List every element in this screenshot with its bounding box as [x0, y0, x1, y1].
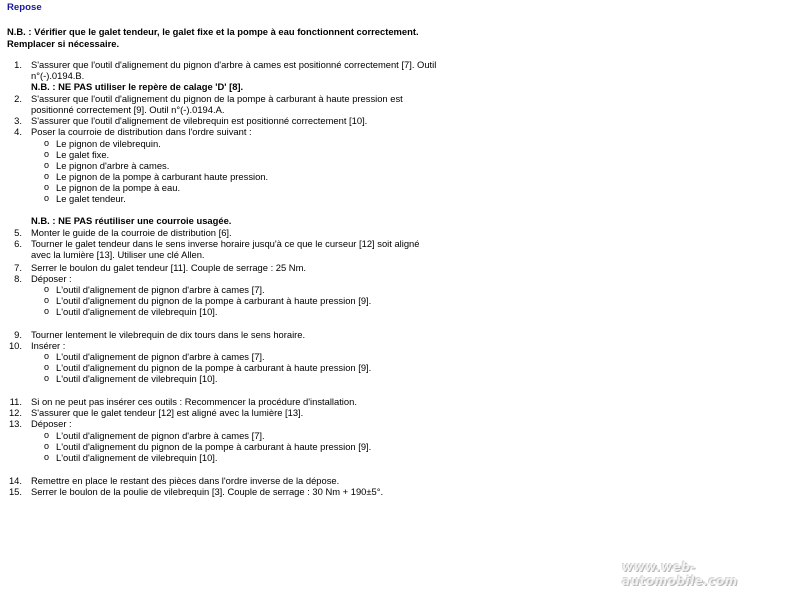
step-number: 13.: [8, 418, 22, 429]
step-number: 7.: [14, 262, 22, 273]
bullet-icon: o: [44, 362, 50, 372]
bullet-icon: o: [44, 193, 50, 203]
step-number: 9.: [14, 329, 22, 340]
step-number: 4.: [14, 126, 22, 137]
step-text: Remettre en place le restant des pièces dans l'ordre inverse de la dépose.: [31, 475, 340, 486]
step-text: S'assurer que l'outil d'alignement de vilebrequin est positionné correctement [10].: [31, 115, 368, 126]
step-number: 14.: [8, 475, 22, 486]
bullet-icon: o: [44, 138, 50, 148]
step-number: 12.: [8, 407, 22, 418]
bullet-icon: o: [44, 441, 50, 451]
bullet-icon: o: [44, 351, 50, 361]
step-1-continuation: n°(-).0194.B.: [31, 70, 85, 81]
top-note-line-2: Remplacer si nécessaire.: [7, 38, 120, 49]
bullet-icon: o: [44, 452, 50, 462]
step-text: S'assurer que le galet tendeur [12] est aligné avec la lumière [13].: [31, 407, 304, 418]
step-text: S'assurer que l'outil d'alignement du pignon de la pompe à carburant à haute pression est: [31, 93, 403, 104]
step-text: Insérer :: [31, 340, 66, 351]
step-text: Poser la courroie de distribution dans l'ordre suivant :: [31, 126, 252, 137]
step-text: Déposer :: [31, 273, 72, 284]
step-number: 3.: [14, 115, 22, 126]
step-number: 11.: [9, 396, 22, 407]
step-number: 5.: [14, 227, 22, 238]
section-title: Repose: [7, 2, 42, 13]
step-text: Déposer :: [31, 418, 72, 429]
step-text: Monter le guide de la courroie de distribution [6].: [31, 227, 232, 238]
site-watermark: www.web-automobile.com: [622, 560, 738, 588]
bullet-icon: o: [44, 171, 50, 181]
step-number: 1.: [14, 59, 22, 70]
step-2-continuation: positionné correctement [9]. Outil n°(-).0194.A.: [31, 104, 225, 115]
step-6-continuation: avec la lumière [13]. Utiliser une clé Allen.: [31, 249, 205, 260]
bullet-icon: o: [44, 373, 50, 383]
bullet-icon: o: [44, 149, 50, 159]
step-4-note: N.B. : NE PAS réutiliser une courroie usagée.: [31, 215, 232, 226]
step-text: S'assurer que l'outil d'alignement du pignon d'arbre à cames est positionné correctement [7]. Outil: [31, 59, 437, 70]
top-note-line-1: N.B. : Vérifier que le galet tendeur, le galet fixe et la pompe à eau fonctionnent correctement.: [7, 26, 419, 37]
step-text: Tourner le galet tendeur dans le sens inverse horaire jusqu'à ce que le curseur [12] soit aligné: [31, 238, 420, 249]
bullet-icon: o: [44, 306, 50, 316]
top-note: [7, 26, 447, 50]
bullet-icon: o: [44, 295, 50, 305]
step-number: 15.: [8, 486, 22, 497]
step-number: 2.: [14, 93, 22, 104]
bullet-icon: o: [44, 182, 50, 192]
step-text: Serrer le boulon du galet tendeur [11]. Couple de serrage : 25 Nm.: [31, 262, 306, 273]
step-text: Serrer le boulon de la poulie de vilebrequin [3]. Couple de serrage : 30 Nm + 190±5°.: [31, 486, 384, 497]
step-number: 10.: [8, 340, 22, 351]
bullet-icon: o: [44, 160, 50, 170]
step-number: 6.: [14, 238, 22, 249]
step-text: Si on ne peut pas insérer ces outils : Recommencer la procédure d'installation.: [31, 396, 357, 407]
bullet-icon: o: [44, 284, 50, 294]
step-number: 8.: [14, 273, 22, 284]
procedure-page: Repose N.B. : Vérifier que le galet tendeur, le galet fixe et la pompe à eau fonctionnent correctement. Remplacer si nécessaire. 1. S'assurer que l'outil d'alignement du pignon d'arbre à cames est positionné correctement [7]. Outil n°(-).0194.B. N.B. : NE PAS utiliser le repère de calage 'D' [8]. 2. S'assurer que l'outil d'alignement du pignon de la pompe à carburant à haute pression est positionné correctement [9]. Outil n°(-).0194.A. 3. S'assurer que l'outil d'alignement de vilebrequin est positionné correctement [10]. 4. Poser la courroie de distribution dans l'ordre suivant : o Le pignon de vilebrequin. o Le galet fixe. o Le pignon d'arbre à cames. o Le pignon de la pompe à carburant haute pression. o Le pignon de la pompe à eau. o Le galet tendeur. N.B. : NE PAS réutiliser une courroie usagée. 5. Monter le guide de la courroie de distribution [6]. 6. Tourner le galet tendeur dans le sens inverse horaire jusqu'à ce que le curseur [12] soit aligné avec la lumière [13]. Utiliser une clé Allen. 7. Serrer le boulon du galet tendeur [11]. Couple de serrage : 25 Nm. 8. Déposer : o L'outil d'alignement de pignon d'arbre à cames [7]. o L'outil d'alignement du pignon de la pompe à carburant à haute pression [9]. o L'outil d'alignement de vilebrequin [10]. 9. Tourner lentement le vilebrequin de dix tours dans le sens horaire. 10. Insérer : o L'outil d'alignement de pignon d'arbre à cames [7]. o L'outil d'alignement du pignon de la pompe à carburant à haute pression [9]. o L'outil d'alignement de vilebrequin [10]. 11. Si on ne peut pas insérer ces outils : Recommencer la procédure d'installation. 12. S'assurer que le galet tendeur [12] est aligné avec la lumière [13]. 13. Déposer : o L'outil d'alignement de pignon d'arbre à cames [7]. o L'outil d'alignement du pignon de la pompe à carburant à haute pression [9]. o L'outil d'alignement de vilebrequin [10]. 14. Remettre en place le restant des pièces dans l'ordre inverse de la dépose. 15. Serrer le boulon de la poulie de vilebrequin [3]. Couple de serrage : 30 Nm + 190±5°. www.web-automobile.com: [0, 0, 800, 597]
step-text: Tourner lentement le vilebrequin de dix tours dans le sens horaire.: [31, 329, 306, 340]
step-1-note: N.B. : NE PAS utiliser le repère de calage 'D' [8].: [31, 81, 244, 92]
bullet-icon: o: [44, 430, 50, 440]
